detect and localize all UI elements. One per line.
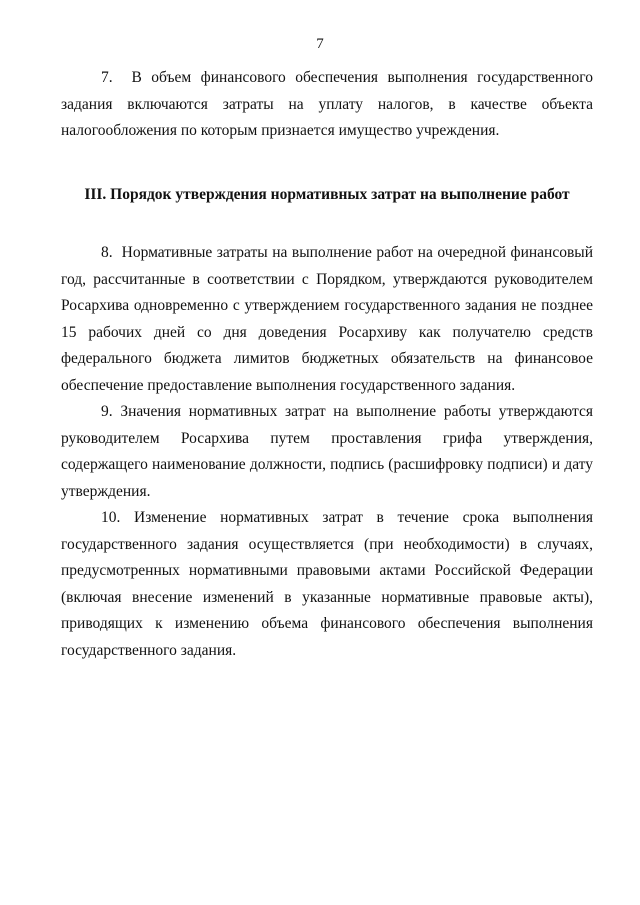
spacer [61, 208, 593, 240]
spacer [61, 145, 593, 182]
document-body [61, 65, 593, 664]
paragraph-10: 10. Изменение нормативных затрат в течение срока выполнения государственного задания осуществляется (при необходимости) в случаях, предусмотренных нормативными правовыми актами Российской Федерации (включая внесение изменений в указанные нормативные правовые акты), приводящих к изменению объема финансового обеспечения выполнения государственного задания. [61, 509, 593, 659]
paragraph-8: 8. Нормативные затраты на выполнение работ на очередной финансовый год, рассчитанные в соответствии с Порядком, утверждаются руководителем Росархива одновременно с утверждением государственного задания не позднее 15 рабочих дней со дня доведения Росархиву как получателю средств федерального бюджета лимитов бюджетных обязательств на финансовое обеспечение предоставление выполнения государственного задания. [61, 244, 593, 394]
paragraph-9: 9. Значения нормативных затрат на выполнение работы утверждаются руководителем Росархива путем проставления грифа утверждения, содержащего наименование должности, подпись (расшифровку подписи) и дату утверждения. [61, 403, 593, 500]
paragraph-7: 7. В объем финансового обеспечения выполнения государственного задания включаются затраты на уплату налогов, в качестве объекта налогообложения по которым признается имущество учреждения. [61, 69, 593, 139]
section-heading: III. Порядок утверждения нормативных затрат на выполнение работ [84, 185, 570, 203]
page-number: 7 [316, 36, 324, 52]
